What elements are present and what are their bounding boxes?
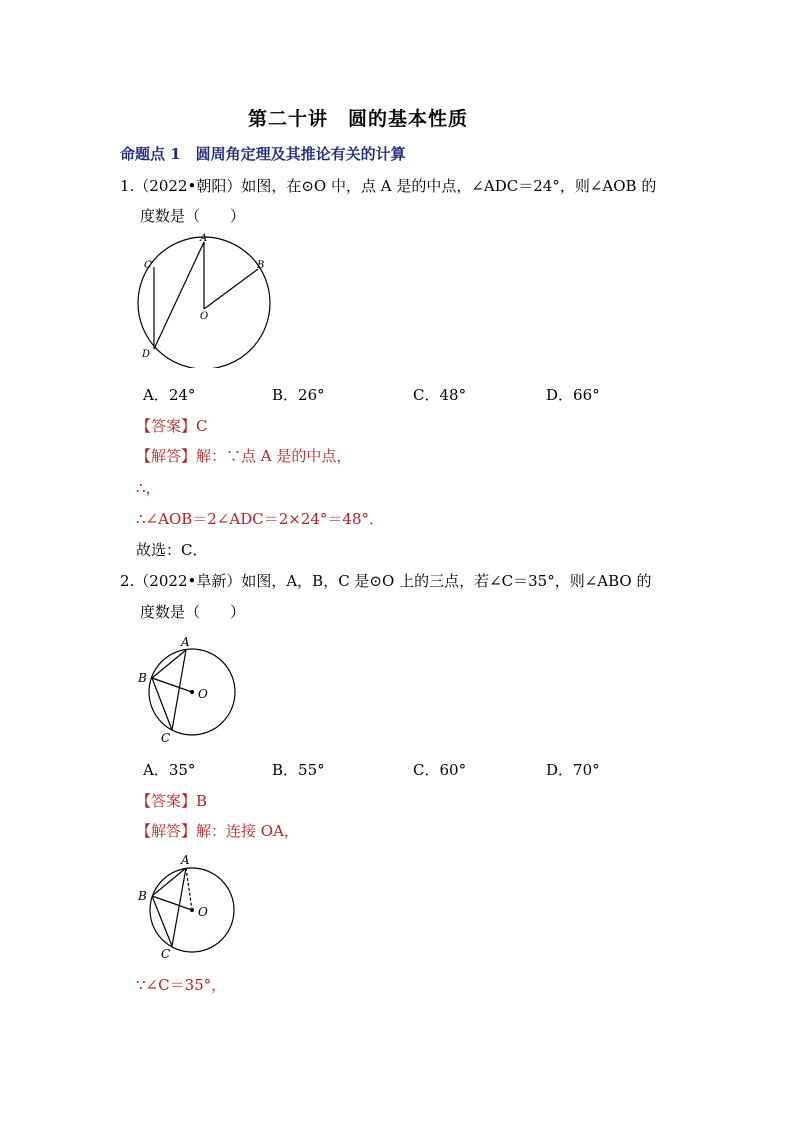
page-title: 第二十讲 圆的基本性质	[248, 108, 469, 130]
q1-label-D: D	[142, 349, 151, 360]
q1-stem-line2: 度数是（ ）	[140, 207, 246, 225]
q1-answer: 【答案】C	[136, 417, 208, 435]
q1-option-c: C．48°	[413, 386, 467, 404]
q2-label-C: C	[161, 731, 171, 745]
q1-option-a: A．24°	[143, 386, 196, 404]
q1-label-B: B	[257, 260, 265, 271]
q1-solution-line3: ∴∠AOB＝2∠ADC＝2×24°＝48°．	[136, 510, 384, 528]
q1-segment-AD	[154, 242, 204, 349]
q1-stem-line1: 1.（2022•朝阳）如图，在⊙O 中，点 A 是的中点，∠ADC＝24°，则∠AOB 的	[120, 177, 657, 195]
q2-solution-dashed-OA	[186, 868, 192, 910]
q2-label-B: B	[138, 671, 147, 685]
q2-solution-figure	[134, 850, 244, 962]
q1-solution-line2: ∴，	[136, 479, 161, 497]
q1-option-d: D．66°	[546, 386, 600, 404]
q2-option-d: D．70°	[546, 761, 600, 779]
q2-solution-segment-AB	[152, 868, 186, 896]
q1-label-O: O	[200, 311, 209, 322]
q1-option-b: B．26°	[272, 386, 325, 404]
q2-center-dot	[190, 690, 194, 694]
q2-solution-label-A: A	[181, 853, 190, 867]
q2-solution-label-O: O	[198, 905, 208, 919]
q2-stem-line2: 度数是（ ）	[140, 603, 246, 621]
q2-solution-line1: 【解答】解：连接 OA，	[136, 822, 299, 840]
q2-segment-AC	[172, 650, 186, 730]
q1-circle-figure	[130, 228, 280, 368]
q1-segment-OB	[204, 269, 258, 309]
q2-solution-segment-BC	[152, 896, 172, 946]
q2-option-a: A．35°	[143, 761, 196, 779]
topic-heading: 命题点 1 圆周角定理及其推论有关的计算	[120, 145, 406, 163]
q2-option-b: B．55°	[272, 761, 325, 779]
q2-stem-line1: 2.（2022•阜新）如图，A，B，C 是⊙O 上的三点，若∠C＝35°，则∠ABO 的	[120, 572, 652, 590]
q2-answer: 【答案】B	[136, 792, 208, 810]
q1-label-A: A	[200, 233, 208, 244]
q2-solution-line2: ∵∠C＝35°，	[136, 976, 227, 994]
q1-solution-line4: 故选：C．	[136, 541, 208, 559]
q2-circle-figure	[134, 630, 244, 748]
q2-option-c: C．60°	[413, 761, 467, 779]
q2-solution-label-C: C	[161, 947, 171, 961]
q2-solution-segment-BO	[152, 896, 192, 910]
q2-solution-center-dot	[190, 908, 194, 912]
q1-label-C: C	[144, 260, 152, 271]
q2-label-A: A	[181, 635, 190, 649]
q2-solution-label-B: B	[138, 889, 147, 903]
q2-segment-BO	[152, 678, 192, 692]
q1-solution-line1: 【解答】解：∵点 A 是的中点，	[136, 447, 352, 465]
q2-label-O: O	[198, 687, 208, 701]
q2-segment-AB	[152, 650, 186, 678]
